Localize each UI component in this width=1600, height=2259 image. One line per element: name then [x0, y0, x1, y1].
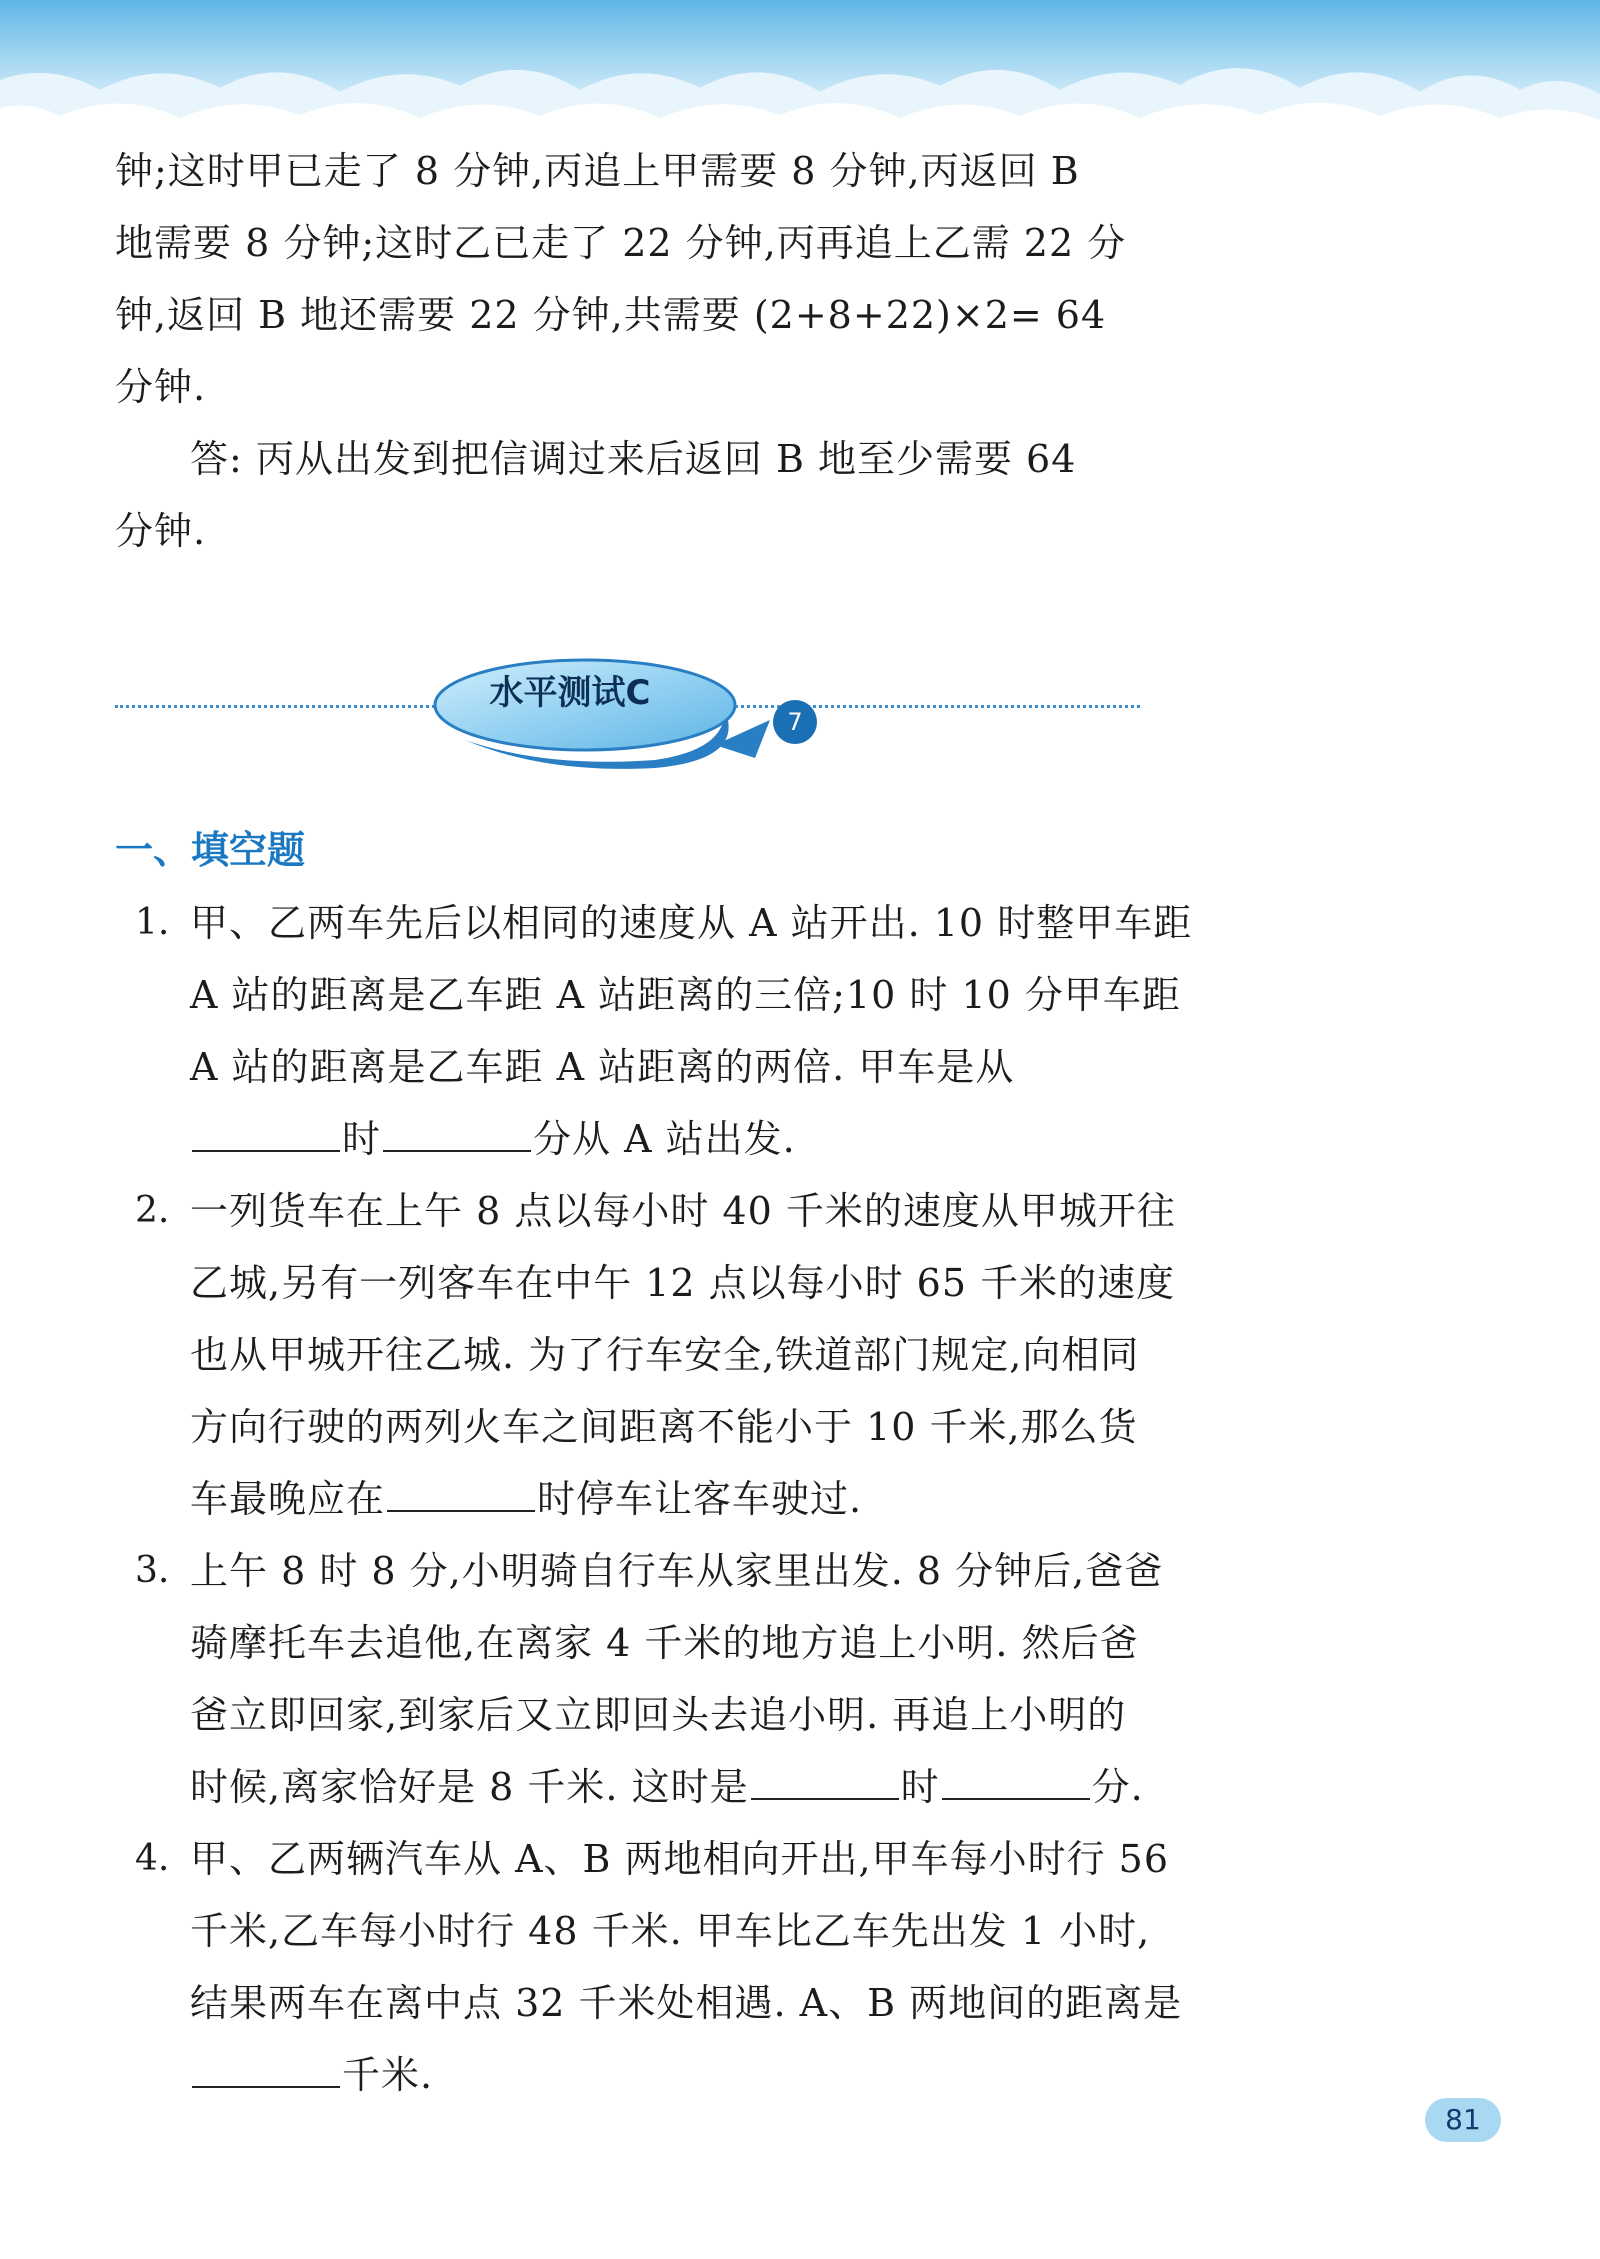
- answer-blank[interactable]: [942, 1766, 1090, 1800]
- question-3-line-2: 骑摩托车去追他,在离家 4 千米的地方追上小明. 然后爸: [190, 1621, 1139, 1665]
- question-4-line-3: 结果两车在离中点 32 千米处相遇. A、B 两地间的距离是: [190, 1981, 1183, 2025]
- answer-line-2: 分钟.: [115, 509, 207, 553]
- question-2-number: 2.: [135, 1190, 170, 1231]
- question-3-suffix: 分.: [1091, 1765, 1144, 1809]
- answer-blank[interactable]: [192, 1118, 340, 1152]
- question-1-line-2: A 站的距离是乙车距 A 站距离的三倍;10 时 10 分甲车距: [190, 973, 1181, 1017]
- answer-blank[interactable]: [383, 1118, 531, 1152]
- question-2-line-4: 方向行驶的两列火车之间距离不能小于 10 千米,那么货: [190, 1405, 1138, 1449]
- question-2-line-2: 乙城,另有一列客车在中午 12 点以每小时 65 千米的速度: [190, 1261, 1176, 1305]
- solution-line-4: 分钟.: [115, 365, 207, 409]
- question-1-line-4: [190, 1103, 796, 1175]
- question-4-line-2: 千米,乙车每小时行 48 千米. 甲车比乙车先出发 1 小时,: [190, 1909, 1151, 1953]
- question-1-line-3: A 站的距离是乙车距 A 站距离的两倍. 甲车是从: [190, 1045, 1015, 1089]
- question-2-line-1: 一列货车在上午 8 点以每小时 40 千米的速度从甲城开往: [190, 1189, 1176, 1233]
- solution-line-3: 钟,返回 B 地还需要 22 分钟,共需要 (2+8+22)×2= 64: [115, 293, 1107, 337]
- question-2-suffix: 时停车让客车驶过.: [537, 1477, 863, 1521]
- sky-header-decoration: [0, 0, 1600, 150]
- section-title: 一、填空题: [115, 828, 306, 872]
- answer-blank[interactable]: [192, 2054, 340, 2088]
- question-1-hour-label: 时: [342, 1117, 382, 1161]
- answer-line-1: 答: 丙从出发到把信调过来后返回 B 地至少需要 64: [190, 437, 1077, 481]
- divider-left: [115, 705, 435, 708]
- question-3-prefix: 时候,离家恰好是 8 千米. 这时是: [190, 1765, 749, 1809]
- question-4-line-1: 甲、乙两辆汽车从 A、B 两地相向开出,甲车每小时行 56: [190, 1837, 1170, 1881]
- question-1-minute-label: 分从 A 站出发.: [533, 1117, 796, 1161]
- question-3-line-3: 爸立即回家,到家后又立即回头去追小明. 再追上小明的: [190, 1693, 1127, 1737]
- question-3-hour-label: 时: [900, 1765, 940, 1809]
- question-3-line-1: 上午 8 时 8 分,小明骑自行车从家里出发. 8 分钟后,爸爸: [190, 1549, 1164, 1593]
- question-1-number: 1.: [135, 902, 170, 943]
- question-1-line-1: 甲、乙两车先后以相同的速度从 A 站开出. 10 时整甲车距: [190, 901, 1193, 945]
- answer-blank[interactable]: [387, 1478, 535, 1512]
- solution-line-1: 钟;这时甲已走了 8 分钟,丙追上甲需要 8 分钟,丙返回 B: [115, 149, 1080, 193]
- section-badge-number: 7: [787, 708, 803, 736]
- question-4-number: 4.: [135, 1838, 170, 1879]
- question-3-number: 3.: [135, 1550, 170, 1591]
- question-2-line-5: [190, 1463, 862, 1535]
- question-2-line-3: 也从甲城开往乙城. 为了行车安全,铁道部门规定,向相同: [190, 1333, 1140, 1377]
- section-banner-title: 水平测试C: [489, 673, 651, 713]
- question-2-prefix: 车最晚应在: [190, 1477, 386, 1521]
- question-4-line-4: [190, 2039, 433, 2111]
- answer-blank[interactable]: [751, 1766, 899, 1800]
- question-4-suffix: 千米.: [342, 2053, 434, 2097]
- solution-line-2: 地需要 8 分钟;这时乙已走了 22 分钟,丙再追上乙需 22 分: [115, 221, 1127, 265]
- page-number: 81: [1445, 2103, 1481, 2136]
- question-3-line-4: [190, 1751, 1144, 1823]
